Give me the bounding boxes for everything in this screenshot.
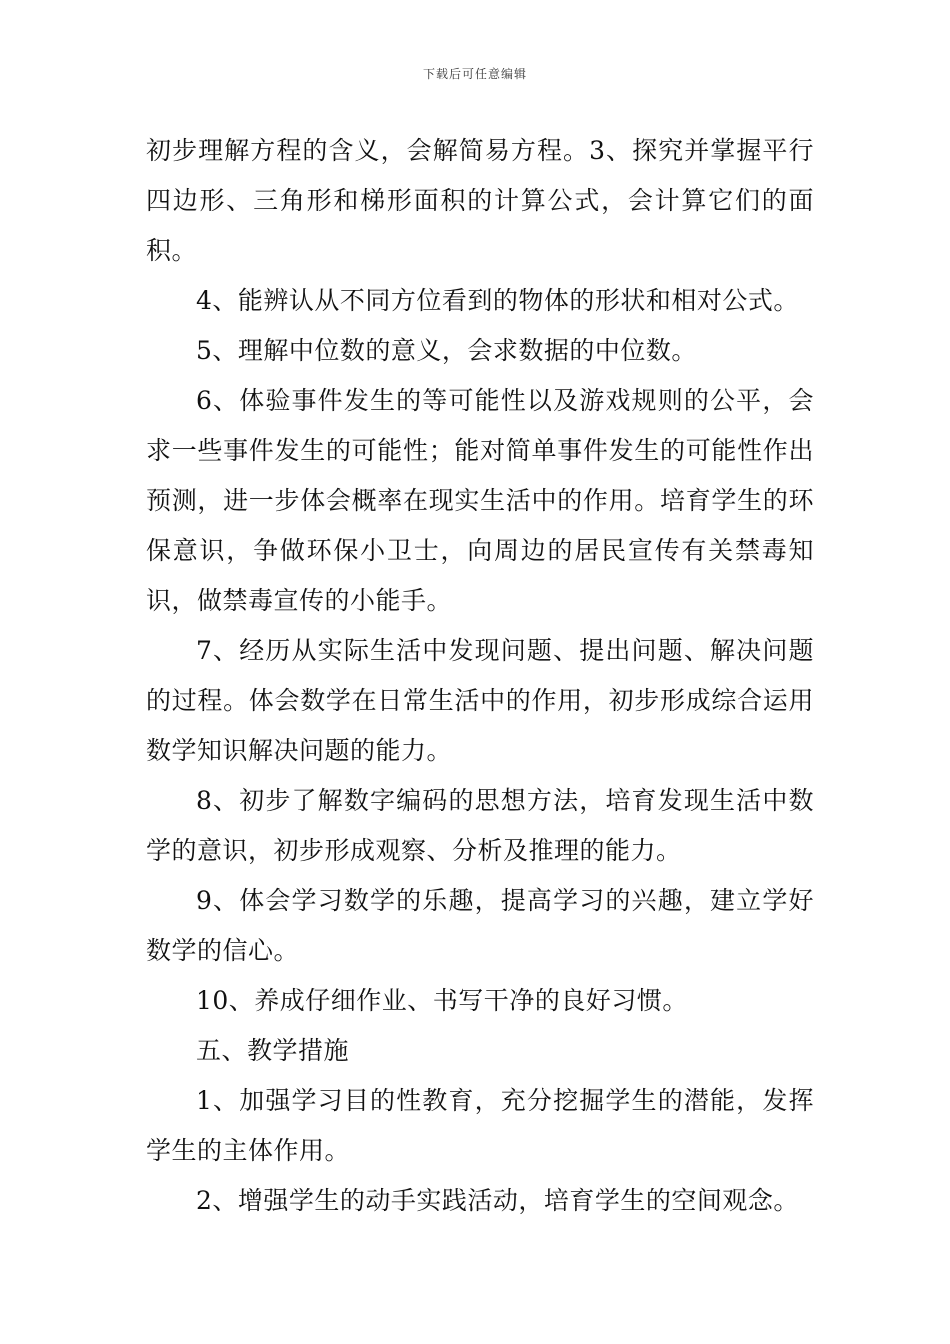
paragraph-measure-1: 1、加强学习目的性教育，充分挖掘学生的潜能，发挥学生的主体作用。 — [146, 1086, 814, 1165]
paragraph-item-4: 4、能辨认从不同方位看到的物体的形状和相对公式。 — [196, 286, 799, 315]
document-body — [146, 126, 814, 1226]
paragraph-item-8: 8、初步了解数字编码的思想方法，培育发现生活中数学的意识，初步形成观察、分析及推理的能力。 — [146, 786, 814, 865]
paragraph-item-6: 6、体验事件发生的等可能性以及游戏规则的公平，会求一些事件发生的可能性；能对简单事件发生的可能性作出预测，进一步体会概率在现实生活中的作用。培育学生的环保意识，争做环保小卫士，向周边的居民宣传有关禁毒知识，做禁毒宣传的小能手。 — [146, 386, 814, 615]
paragraph-item-7: 7、经历从实际生活中发现问题、提出问题、解决问题的过程。体会数学在日常生活中的作用，初步形成综合运用数学知识解决问题的能力。 — [146, 636, 814, 765]
page-header: 下载后可任意编辑 — [422, 67, 527, 81]
paragraph-item-10: 10、养成仔细作业、书写干净的良好习惯。 — [196, 986, 688, 1015]
paragraph-item-5: 5、理解中位数的意义，会求数据的中位数。 — [196, 336, 697, 365]
paragraph-item-9: 9、体会学习数学的乐趣，提高学习的兴趣，建立学好数学的信心。 — [146, 886, 814, 965]
paragraph-measure-2: 2、增强学生的动手实践活动，培育学生的空间观念。 — [196, 1186, 799, 1215]
paragraph-formula-area: 初步理解方程的含义，会解简易方程。3、探究并掌握平行四边形、三角形和梯形面积的计算公式，会计算它们的面积。 — [146, 136, 814, 265]
section-heading-teaching-measures: 五、教学措施 — [196, 1036, 350, 1065]
